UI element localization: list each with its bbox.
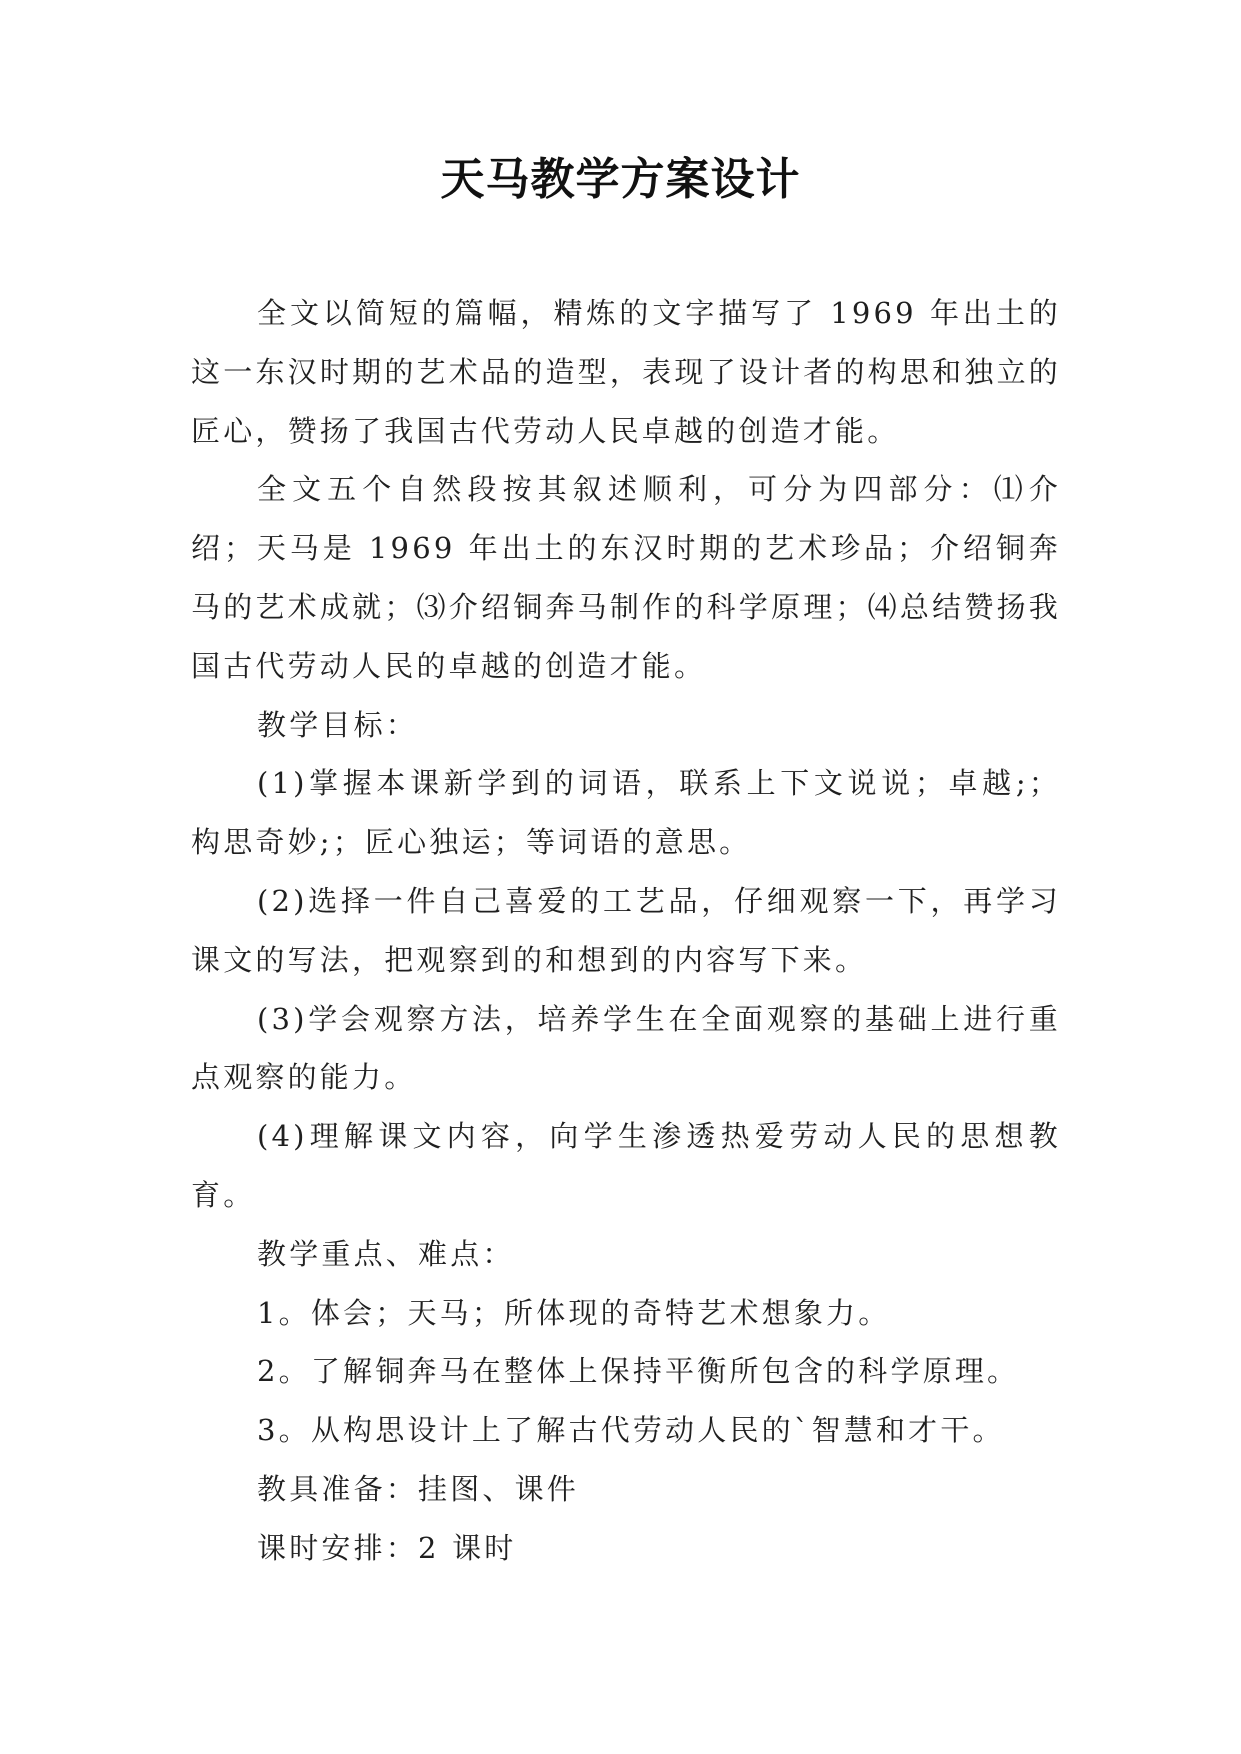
goal-item-4: (4)理解课文内容，向学生渗透热爱劳动人民的思想教育。 [191, 1119, 1061, 1212]
paragraph-intro: 全文以简短的篇幅，精炼的文字描写了 1969 年出土的这一东汉时期的艺术品的造型，表现了设计者的构思和独立的匠心，赞扬了我国古代劳动人民卓越的创造才能。 [191, 296, 1061, 448]
teaching-aids: 教具准备：挂图、课件 [257, 1471, 580, 1506]
paragraph-structure: 全文五个自然段按其叙述顺利，可分为四部分：⑴介绍；天马是 1969 年出土的东汉时期的艺术珍品；介绍铜奔马的艺术成就；⑶介绍铜奔马制作的科学原理；⑷总结赞扬我国古代劳动人民的卓越的创造才能。 [191, 472, 1061, 683]
goal-item-1: (1)掌握本课新学到的词语，联系上下文说说；卓越;；构思奇妙;；匠心独运；等词语的意思。 [191, 766, 1061, 860]
heading-teaching-goals: 教学目标： [257, 707, 419, 742]
key-point-3: 3。从构思设计上了解古代劳动人民的`智慧和才干。 [257, 1413, 1005, 1448]
class-hours: 课时安排：2 课时 [257, 1530, 517, 1565]
heading-key-points: 教学重点、难点： [257, 1236, 515, 1271]
document-title: 天马教学方案设计 [440, 154, 801, 205]
document-body [191, 284, 1061, 1578]
key-point-2: 2。了解铜奔马在整体上保持平衡所包含的科学原理。 [257, 1354, 1020, 1389]
key-point-1: 1。体会；天马；所体现的奇特艺术想象力。 [257, 1295, 891, 1330]
goal-item-3: (3)学会观察方法，培养学生在全面观察的基础上进行重点观察的能力。 [191, 1001, 1061, 1095]
goal-item-2: (2)选择一件自己喜爱的工艺品，仔细观察一下，再学习课文的写法，把观察到的和想到的内容写下来。 [191, 883, 1061, 977]
